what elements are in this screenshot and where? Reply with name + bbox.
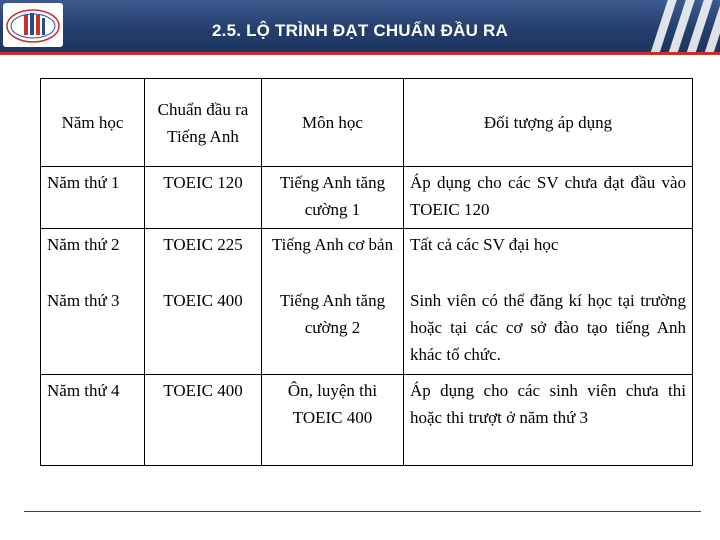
standard-cell: TOEIC 400 (145, 285, 262, 375)
standard-cell: TOEIC 225 (145, 229, 262, 285)
target-cell: Tất cả các SV đại học (404, 229, 693, 285)
standard-cell: TOEIC 120 (145, 167, 262, 229)
target-cell: Áp dụng cho các sinh viên chưa thi hoặc thi trượt ở năm thứ 3 (404, 375, 693, 466)
table-row (41, 285, 693, 375)
year-cell: Năm thứ 4 (41, 375, 145, 466)
table-header-row (41, 79, 693, 167)
target-cell: Sinh viên có thể đăng kí học tại trường hoặc tại các cơ sở đào tạo tiếng Anh khác tổ chức. (404, 285, 693, 375)
subject-cell: Tiếng Anh cơ bản (262, 229, 404, 285)
table-row (41, 167, 693, 229)
standard-cell: TOEIC 400 (145, 375, 262, 466)
year-cell: Năm thứ 1 (41, 167, 145, 229)
table-row (41, 229, 693, 285)
subject-cell: Ôn, luyện thi TOEIC 400 (262, 375, 404, 466)
column-header-target: Đối tượng áp dụng (404, 79, 693, 167)
target-cell: Áp dụng cho các SV chưa đạt đầu vào TOEIC 120 (404, 167, 693, 229)
subject-cell: Tiếng Anh tăng cường 1 (262, 167, 404, 229)
subject-cell: Tiếng Anh tăng cường 2 (262, 285, 404, 375)
roadmap-table (40, 78, 693, 466)
table-row (41, 375, 693, 466)
page-title: 2.5. LỘ TRÌNH ĐẠT CHUẨN ĐẦU RA (212, 21, 508, 40)
year-cell: Năm thứ 3 (41, 285, 145, 375)
column-header-subject: Môn học (262, 79, 404, 167)
column-header-year: Năm học (41, 79, 145, 167)
footer-divider (24, 511, 701, 512)
year-cell: Năm thứ 2 (41, 229, 145, 285)
column-header-standard: Chuẩn đầu ra Tiếng Anh (145, 79, 262, 167)
